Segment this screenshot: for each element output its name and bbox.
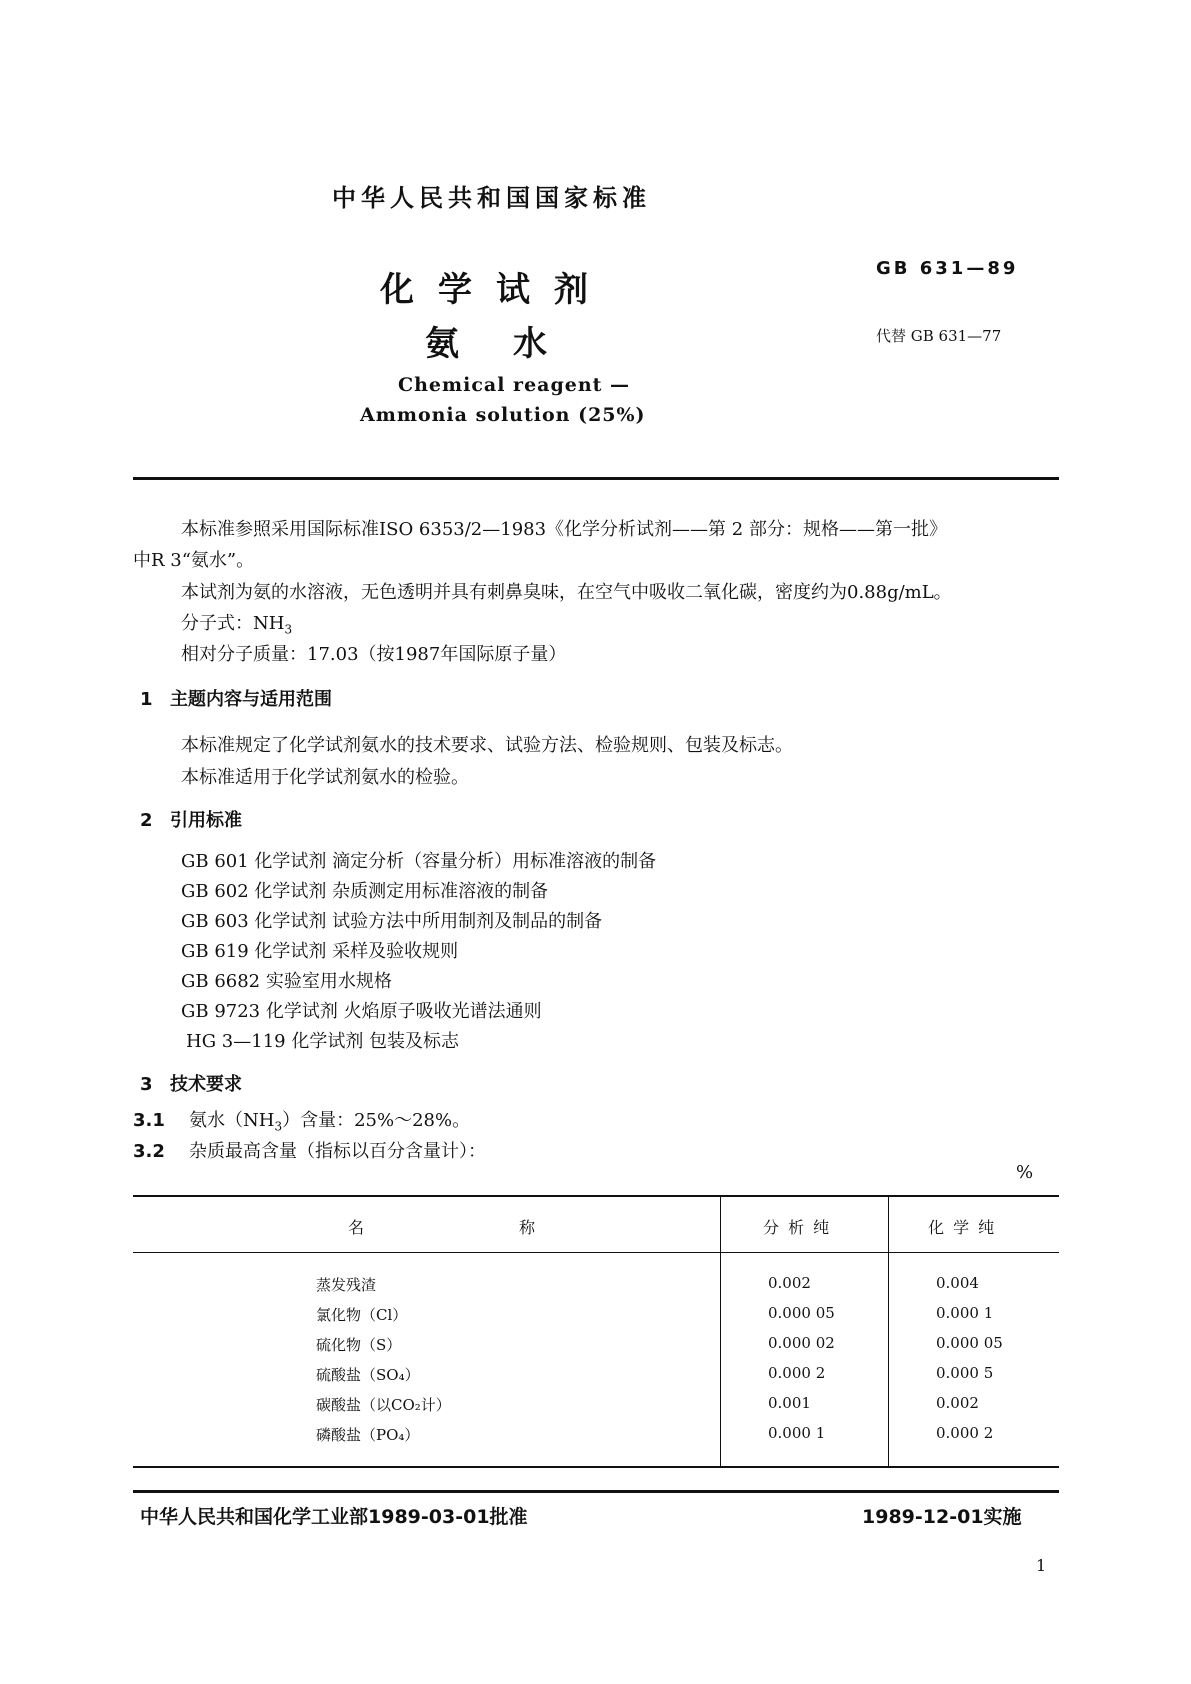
table-column-divider	[720, 1195, 721, 1467]
table-cell-ar: 0.000 1	[768, 1424, 826, 1442]
reference-item: GB 603 化学试剂 试验方法中所用制剂及制品的制备	[181, 911, 603, 932]
molar-mass: 相对分子质量：17.03（按1987年国际原子量）	[181, 644, 567, 665]
title-chemical-reagent: 化学试剂	[380, 270, 612, 310]
section-2-number: 2	[140, 810, 153, 831]
table-cell-name: 氯化物（Cl）	[316, 1306, 408, 1324]
section-1-line-1: 本标准规定了化学试剂氨水的技术要求、试验方法、检验规则、包装及标志。	[181, 735, 793, 756]
standard-number: GB 631—89	[876, 258, 1019, 279]
table-cell-cp: 0.000 05	[936, 1334, 1003, 1352]
section-2-title: 引用标准	[170, 810, 242, 831]
table-cell-ar: 0.000 05	[768, 1304, 835, 1322]
table-header-name-b: 称	[519, 1218, 536, 1237]
clause-3-1-text-a: 氨水（NH	[189, 1110, 275, 1131]
table-cell-ar: 0.002	[768, 1274, 811, 1292]
table-top-rule	[133, 1195, 1059, 1197]
table-bottom-rule	[133, 1466, 1059, 1468]
table-column-divider	[888, 1195, 889, 1467]
clause-3-2-number: 3.2	[133, 1141, 165, 1162]
reference-item: GB 602 化学试剂 杂质测定用标准溶液的制备	[181, 881, 549, 902]
footer-divider	[133, 1490, 1059, 1493]
section-1-number: 1	[140, 689, 153, 710]
title-ammonia: 氨水	[425, 324, 601, 364]
clause-3-1	[133, 1106, 470, 1134]
table-cell-cp: 0.000 2	[936, 1424, 994, 1442]
english-title-line2: Ammonia solution (25%)	[360, 404, 646, 426]
reference-item: GB 9723 化学试剂 火焰原子吸收光谱法通则	[181, 1001, 542, 1022]
table-cell-name: 蒸发残渣	[316, 1276, 377, 1294]
table-cell-cp: 0.004	[936, 1274, 979, 1292]
approval-line: 中华人民共和国化学工业部1989-03-01批准	[140, 1506, 528, 1528]
clause-3-2	[133, 1137, 486, 1163]
clause-3-1-text-b: ）含量：25%～28%。	[282, 1110, 471, 1131]
table-header-analytical: 分 析 纯	[763, 1218, 832, 1237]
table-unit: %	[1016, 1162, 1034, 1183]
section-2-heading	[140, 806, 242, 832]
molecular-formula	[181, 609, 292, 637]
table-cell-cp: 0.000 5	[936, 1364, 994, 1382]
national-standard-heading: 中华人民共和国国家标准	[332, 184, 651, 212]
page-number: 1	[1036, 1556, 1047, 1575]
formula-label: 分子式：	[181, 613, 253, 634]
table-cell-cp: 0.000 1	[936, 1304, 994, 1322]
table-header-rule	[133, 1252, 1059, 1253]
intro-line-2: 中R 3“氨水”。	[133, 550, 255, 571]
formula-base: NH	[253, 613, 285, 634]
table-cell-name: 硫酸盐（SO₄）	[316, 1366, 420, 1384]
table-header-chemical: 化 学 纯	[928, 1218, 997, 1237]
table-cell-ar: 0.000 2	[768, 1364, 826, 1382]
intro-line-1: 本标准参照采用国际标准ISO 6353/2—1983《化学分析试剂——第 2 部分：规格——第一批》	[181, 519, 947, 540]
reference-item: GB 6682 实验室用水规格	[181, 971, 392, 992]
reference-item: HG 3—119 化学试剂 包装及标志	[186, 1031, 460, 1052]
section-3-number: 3	[140, 1074, 153, 1095]
reference-item: GB 601 化学试剂 滴定分析（容量分析）用标准溶液的制备	[181, 851, 657, 872]
replaces-standard: 代替 GB 631—77	[876, 327, 1002, 345]
implementation-date: 1989-12-01实施	[862, 1506, 1022, 1528]
section-1-title: 主题内容与适用范围	[170, 689, 332, 710]
table-header-name-a: 名	[348, 1218, 365, 1237]
english-title-line1: Chemical reagent —	[398, 374, 631, 396]
section-1-line-2: 本标准适用于化学试剂氨水的检验。	[181, 767, 469, 788]
clause-3-1-subscript: 3	[274, 1119, 283, 1134]
header-divider	[133, 477, 1059, 480]
table-cell-name: 硫化物（S）	[316, 1336, 402, 1354]
intro-line-3: 本试剂为氨的水溶液，无色透明并具有刺鼻臭味，在空气中吸收二氧化碳，密度约为0.88g/mL。	[181, 582, 952, 603]
section-3-heading	[140, 1070, 242, 1096]
clause-3-1-number: 3.1	[133, 1110, 165, 1131]
table-cell-ar: 0.000 02	[768, 1334, 835, 1352]
table-cell-ar: 0.001	[768, 1394, 811, 1412]
section-3-title: 技术要求	[170, 1074, 242, 1095]
table-cell-cp: 0.002	[936, 1394, 979, 1412]
table-cell-name: 磷酸盐（PO₄）	[316, 1426, 420, 1444]
clause-3-2-text: 杂质最高含量（指标以百分含量计）：	[189, 1141, 486, 1162]
formula-subscript: 3	[284, 622, 293, 637]
section-1-heading	[140, 685, 332, 711]
table-cell-name: 碳酸盐（以CO₂计）	[316, 1396, 451, 1414]
reference-item: GB 619 化学试剂 采样及验收规则	[181, 941, 459, 962]
